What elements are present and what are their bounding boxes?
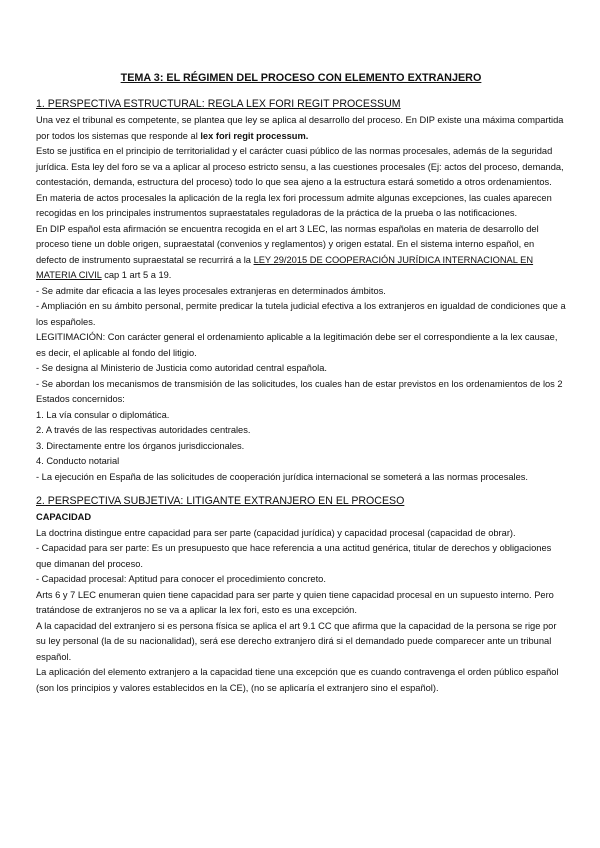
document-body xyxy=(36,70,566,696)
paragraph-text: cap 1 art 5 a 19. xyxy=(101,270,172,280)
list-item: 2. A través de las respectivas autoridades centrales. xyxy=(36,425,251,435)
bold-term: lex fori regit processum. xyxy=(200,130,309,141)
paragraph: En materia de actos procesales la aplicación de la regla lex fori processum admite algunas excepciones, las cuales aparecen recogidas en los principales instrumentos supraestatales reguladoras de la práctica de la prueba o las notificaciones. xyxy=(36,192,552,218)
paragraph: - Capacidad procesal: Aptitud para conocer el procedimiento concreto. xyxy=(36,574,326,584)
list-item: 3. Directamente entre los órganos jurisdiccionales. xyxy=(36,440,245,451)
paragraph-text: En DIP español esta afirmación se encuentra recogida en el art 3 LEC, las normas españolas en materia de desarrollo del proceso tiene un doble origen, supraestatal (convenios y reglamentos) y origen estatal. En el sistema interno español, en defecto de instrumento supraestatal se recurrirá a la xyxy=(36,223,539,265)
paragraph: - Ampliación en su ámbito personal, permite predicar la tutela judicial efectiva a los extranjeros en igualdad de condiciones que a los españoles. xyxy=(36,301,566,327)
paragraph: - Se designa al Ministerio de Justicia como autoridad central española. xyxy=(36,363,327,373)
paragraph-text: Una vez el tribunal es competente, se plantea que ley se aplica al desarrollo del proceso. En DIP existe una máxima compartida por todos los sistemas que responde al xyxy=(36,115,564,141)
section-2-heading: 2. PERSPECTIVA SUBJETIVA: LITIGANTE EXTRANJERO EN EL PROCESO xyxy=(36,495,405,507)
paragraph: - Se abordan los mecanismos de transmisión de las solicitudes, los cuales han de estar previstos en los ordenamientos de los 2 Estados concernidos: xyxy=(36,378,563,404)
law-reference-link[interactable]: LEY 29/2015 DE COOPERACIÓN JURÍDICA INTERNACIONAL EN MATERIA CIVIL xyxy=(36,254,534,280)
list-item: 1. La vía consular o diplomática. xyxy=(36,409,170,420)
paragraph: - La ejecución en España de las solicitudes de cooperación jurídica internacional se someterá a las normas procesales. xyxy=(36,471,528,482)
paragraph xyxy=(36,113,566,144)
paragraph: Arts 6 y 7 LEC enumeran quien tiene capacidad para ser parte y quien tiene capacidad procesal en un supuesto interno. Pero tratándose de extranjeros no se va a aplicar la lex fori, esto es una excepción. xyxy=(36,589,554,615)
subheading-capacidad: CAPACIDAD xyxy=(36,512,92,522)
paragraph: A la capacidad del extranjero si es persona física se aplica el art 9.1 CC que afirma que la capacidad de la persona se rige por su ley personal (la de su nacionalidad), será ese derecho extranjero dirá si el demandado puede comparecer ante un tribunal español. xyxy=(36,620,557,662)
section-1-heading: 1. PERSPECTIVA ESTRUCTURAL: REGLA LEX FORI REGIT PROCESSUM xyxy=(36,98,401,110)
document-title: TEMA 3: EL RÉGIMEN DEL PROCESO CON ELEMENTO EXTRANJERO xyxy=(120,72,482,84)
paragraph: - Capacidad para ser parte: Es un presupuesto que hace referencia a una actitud genérica, titular de derechos y obligaciones que dimanan del proceso. xyxy=(36,543,552,569)
paragraph: La doctrina distingue entre capacidad para ser parte (capacidad jurídica) y capacidad procesal (capacidad de obrar). xyxy=(36,527,516,538)
paragraph xyxy=(36,222,566,284)
list-item: 4. Conducto notarial xyxy=(36,456,120,466)
paragraph: - Se admite dar eficacia a las leyes procesales extranjeras en determinados ámbitos. xyxy=(36,285,386,296)
paragraph: LEGITIMACIÓN: Con carácter general el ordenamiento aplicable a la legitimación debe ser el correspondiente a la lex causae, es decir, el aplicable al fondo del litigio. xyxy=(36,332,558,358)
paragraph: La aplicación del elemento extranjero a la capacidad tiene una excepción que es cuando contravenga el orden público español (son los principios y valores establecidos en la CE), (no se aplicaría el extranjero sino el español). xyxy=(36,667,559,693)
paragraph: Esto se justifica en el principio de territorialidad y el carácter cuasi público de las normas procesales, además de la seguridad jurídica. Esta ley del foro se va a aplicar al proceso estricto sensu, a las cuestiones procesales (Ej: actos del proceso, demanda, contestación, demanda, estructura del proceso) todo lo que sea ajeno a la estructura estará sometido a otros ordenamientos. xyxy=(36,146,564,187)
